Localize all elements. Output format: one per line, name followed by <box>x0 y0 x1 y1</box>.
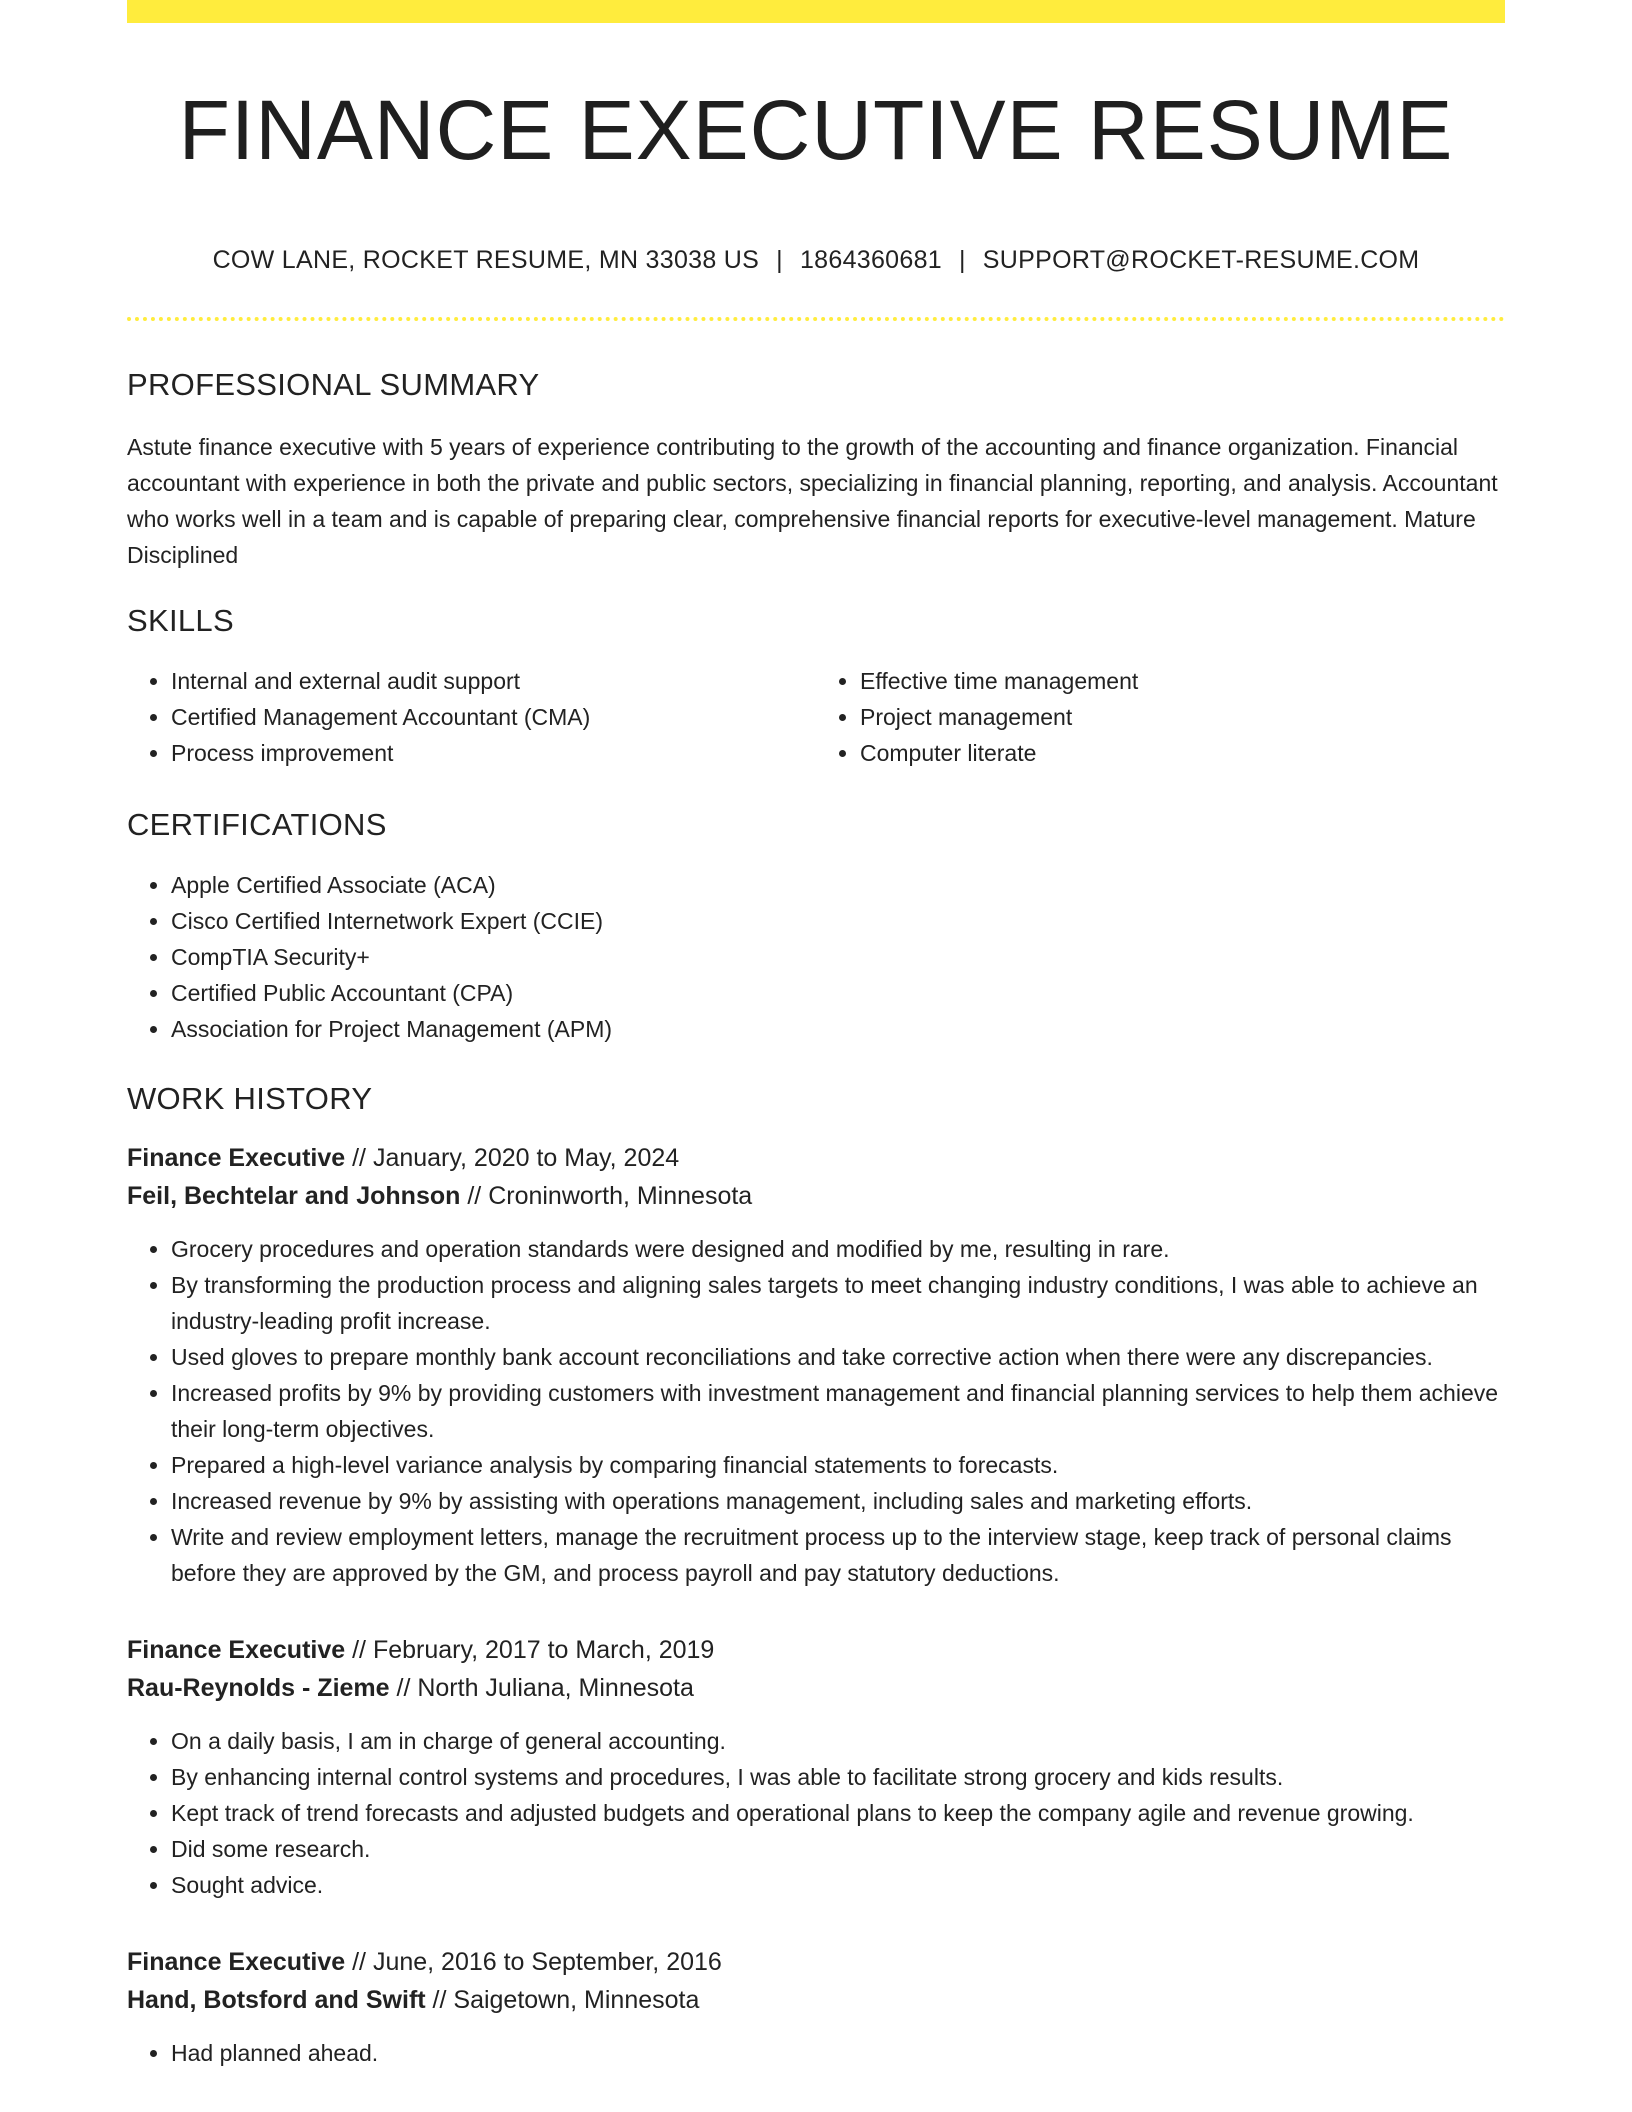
job-bullet: • By transforming the production process and aligning sales targets to meet changing industry conditions, I was able to achieve an industry-leading profit increase. <box>171 1267 1505 1339</box>
job-bullet: • On a daily basis, I am in charge of general accounting. <box>171 1723 1505 1759</box>
contact-separator: | <box>959 246 966 274</box>
job-bullet: • Kept track of trend forecasts and adjusted budgets and operational plans to keep the company agile and revenue growing. <box>171 1795 1505 1831</box>
skills-list-right <box>816 663 1505 771</box>
job-bullet: • Did some research. <box>171 1831 1505 1867</box>
work-history-heading: WORK HISTORY <box>127 1081 373 1116</box>
job-location: // Saigetown, Minnesota <box>425 1986 700 2014</box>
skills-columns <box>127 663 1505 771</box>
skill-item: • Internal and external audit support <box>171 663 816 699</box>
job-bullet: • Had planned ahead. <box>171 2035 1505 2071</box>
job-title: Finance Executive <box>127 1636 346 1664</box>
job-company: Rau-Reynolds - Zieme <box>127 1674 390 1702</box>
summary-text: Astute finance executive with 5 years of experience contributing to the growth of the accounting and finance organization. Financial accountant with experience in both the private and public sectors, specializing in financial planning, reporting, and analysis. Accountant who works well in a team and is capable of preparing clear, comprehensive financial reports for executive-level management. Mature Disciplined <box>127 434 1498 568</box>
job-company-line <box>127 1669 1505 1707</box>
certification-item: • CompTIA Security+ <box>171 939 1505 975</box>
skill-item: • Computer literate <box>860 735 1505 771</box>
job-bullet: • Used gloves to prepare monthly bank account reconciliations and take corrective action when there were any discrepancies. <box>171 1339 1505 1375</box>
job-entry <box>127 1139 1505 1591</box>
job-location: // North Juliana, Minnesota <box>389 1674 694 1702</box>
job-bullets <box>127 1231 1505 1591</box>
job-bullets <box>127 1723 1505 1903</box>
skills-list-left <box>127 663 816 771</box>
job-bullet: • Increased profits by 9% by providing customers with investment management and financial planning services to help them achieve their long-term objectives. <box>171 1375 1505 1447</box>
job-bullet: • Write and review employment letters, manage the recruitment process up to the interview stage, keep track of personal claims before they are approved by the GM, and process payroll and pay statutory deductions. <box>171 1519 1505 1591</box>
job-location: // Croninworth, Minnesota <box>460 1182 753 1210</box>
job-company: Hand, Botsford and Swift <box>127 1986 426 2014</box>
summary-heading: PROFESSIONAL SUMMARY <box>127 367 540 402</box>
certifications-heading: CERTIFICATIONS <box>127 807 387 842</box>
contact-separator: | <box>776 246 783 274</box>
job-bullet: • By enhancing internal control systems and procedures, I was able to facilitate strong grocery and kids results. <box>171 1759 1505 1795</box>
skill-item: • Effective time management <box>860 663 1505 699</box>
job-dates: // February, 2017 to March, 2019 <box>345 1636 715 1664</box>
job-bullet: • Sought advice. <box>171 1867 1505 1903</box>
job-entry <box>127 1943 1505 2071</box>
skill-item: • Certified Management Accountant (CMA) <box>171 699 816 735</box>
job-title-line <box>127 1631 1505 1669</box>
job-dates: // June, 2016 to September, 2016 <box>345 1948 722 1976</box>
job-company: Feil, Bechtelar and Johnson <box>127 1182 461 1210</box>
job-title-line <box>127 1139 1505 1177</box>
certification-item: • Association for Project Management (APM) <box>171 1011 1505 1047</box>
contact-email: SUPPORT@ROCKET-RESUME.COM <box>982 246 1420 274</box>
job-title: Finance Executive <box>127 1948 346 1976</box>
job-title: Finance Executive <box>127 1144 346 1172</box>
certification-item: • Apple Certified Associate (ACA) <box>171 867 1505 903</box>
contact-line <box>127 246 1505 275</box>
top-accent-bar <box>127 0 1505 23</box>
skill-item: • Process improvement <box>171 735 816 771</box>
skills-heading: SKILLS <box>127 603 234 638</box>
skill-item: • Project management <box>860 699 1505 735</box>
resume-content <box>127 70 1505 2071</box>
certification-item: • Certified Public Accountant (CPA) <box>171 975 1505 1011</box>
contact-address: COW LANE, ROCKET RESUME, MN 33038 US <box>212 246 760 274</box>
resume-title: FINANCE EXECUTIVE RESUME <box>178 83 1454 177</box>
job-bullet: • Increased revenue by 9% by assisting with operations management, including sales and marketing efforts. <box>171 1483 1505 1519</box>
certification-item: • Cisco Certified Internetwork Expert (CCIE) <box>171 903 1505 939</box>
dotted-divider <box>127 317 1505 321</box>
job-bullets <box>127 2035 1505 2071</box>
job-title-line <box>127 1943 1505 1981</box>
job-dates: // January, 2020 to May, 2024 <box>345 1144 680 1172</box>
job-entry <box>127 1631 1505 1903</box>
job-company-line <box>127 1177 1505 1215</box>
job-company-line <box>127 1981 1505 2019</box>
contact-phone: 1864360681 <box>799 246 942 274</box>
job-bullet: • Grocery procedures and operation standards were designed and modified by me, resulting in rare. <box>171 1231 1505 1267</box>
certifications-list <box>127 867 1505 1047</box>
job-bullet: • Prepared a high-level variance analysis by comparing financial statements to forecasts. <box>171 1447 1505 1483</box>
